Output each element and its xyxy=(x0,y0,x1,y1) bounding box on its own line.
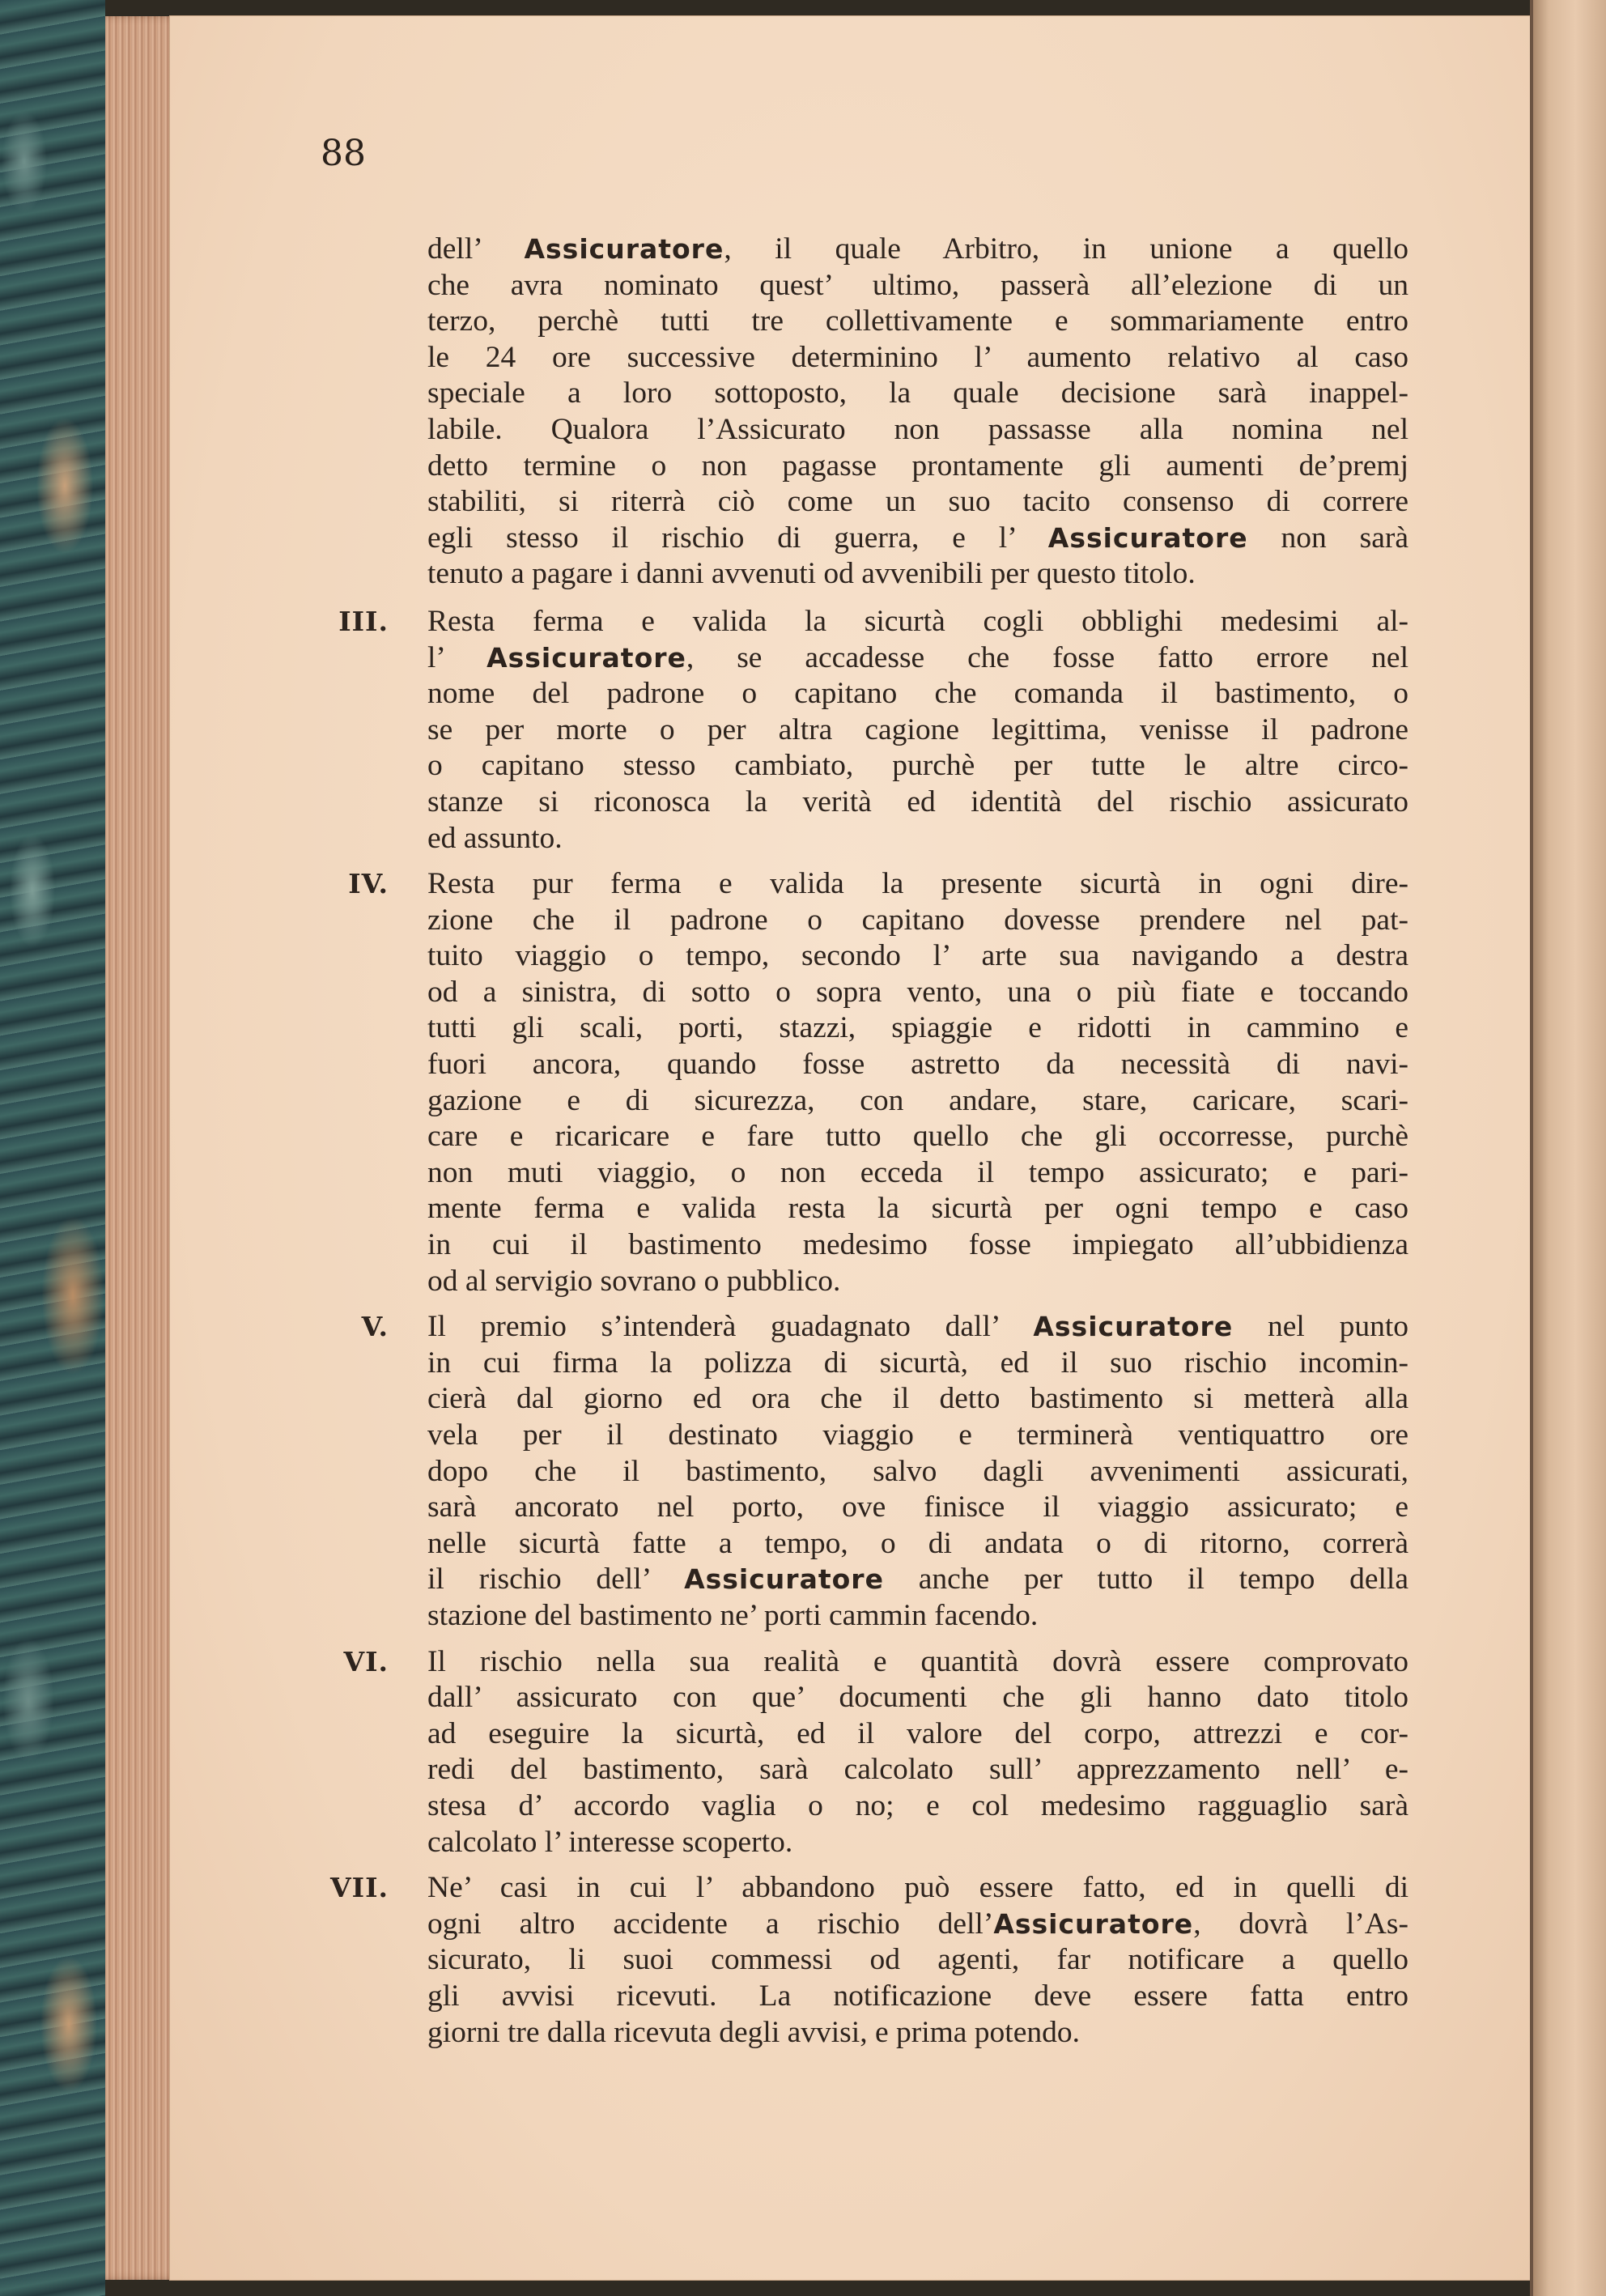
emphasized-term: Assicuratore xyxy=(684,1563,884,1596)
text-segment: fuori ancora, quando fosse astretto da necessità di navi- xyxy=(427,1048,1408,1082)
text-line xyxy=(427,866,1408,903)
text-line xyxy=(427,412,1408,449)
text-segment: stesa d’ accordo vaglia o no; e col medesimo ragguaglio sarà xyxy=(427,1788,1408,1822)
text-segment: stazione del bastimento ne’ porti cammin facendo. xyxy=(427,1598,1039,1632)
emphasized-term: Assicuratore xyxy=(993,1907,1194,1940)
text-line xyxy=(427,449,1408,485)
text-segment: mente ferma e valida resta la sicurtà per ogni tempo e caso xyxy=(427,1192,1408,1226)
article-numeral: VI. xyxy=(343,1645,389,1677)
text-segment: Il premio s’intenderà guadagnato dall’ xyxy=(427,1310,1034,1344)
continued-paragraph xyxy=(308,232,1408,593)
text-segment: le 24 ore successive determinino l’ aumento relativo al caso xyxy=(427,340,1408,374)
article-numeral: IV. xyxy=(348,868,389,900)
text-segment: , se accadesse che fosse fatto errore nel xyxy=(686,640,1408,674)
text-line xyxy=(427,712,1408,749)
text-line xyxy=(427,1788,1408,1825)
text-line xyxy=(427,1119,1408,1155)
text-line xyxy=(427,484,1408,521)
text-segment: nelle sicurtà fatte a tempo, o di andata o di ritorno, correrà xyxy=(427,1526,1408,1560)
text-line xyxy=(427,1010,1408,1047)
text-line xyxy=(427,821,1408,857)
text-segment: tuito viaggio o tempo, secondo l’ arte sua navigando a destra xyxy=(427,939,1408,973)
text-segment: , dovrà l’As- xyxy=(1193,1907,1409,1941)
text-line xyxy=(427,903,1408,939)
text-line xyxy=(427,784,1408,821)
text-segment: Il rischio nella sua realità e quantità dovrà essere comprovato xyxy=(427,1644,1408,1678)
text-line xyxy=(427,340,1408,376)
text-line xyxy=(427,556,1408,593)
text-line xyxy=(427,1346,1408,1382)
text-line xyxy=(427,1752,1408,1788)
text-segment: nome del padrone o capitano che comanda il bastimento, o xyxy=(427,677,1408,711)
text-segment: care e ricaricare e fare tutto quello che gli occorresse, purchè xyxy=(427,1120,1408,1154)
emphasized-term: Assicuratore xyxy=(524,233,724,265)
text-line xyxy=(427,676,1408,712)
text-segment: detto termine o non pagasse prontamente gli aumenti de’premj xyxy=(427,449,1408,483)
text-segment: od a sinistra, di sotto o sopra vento, una o più fiate e toccando xyxy=(427,975,1408,1009)
text-segment: il rischio dell’ xyxy=(427,1563,685,1597)
marbled-binding xyxy=(0,0,105,2296)
text-line xyxy=(427,975,1408,1011)
text-segment: ogni altro accidente a rischio dell’ xyxy=(427,1907,994,1941)
text-line xyxy=(427,304,1408,340)
text-line xyxy=(427,1264,1408,1300)
text-segment: cierà dal giorno ed ora che il detto bastimento si metterà alla xyxy=(427,1382,1408,1416)
text-line xyxy=(427,1191,1408,1227)
text-segment: Resta ferma e valida la sicurtà cogli obblighi medesimi al- xyxy=(427,604,1408,638)
text-segment: sicurato, li suoi commessi od agenti, far notificare a quello xyxy=(427,1943,1408,1977)
text-line xyxy=(427,1047,1408,1083)
text-segment: Resta pur ferma e valida la presente sicurtà in ogni dire- xyxy=(427,867,1408,901)
text-segment: stabiliti, si riterrà ciò come un suo tacito consenso di correre xyxy=(427,485,1408,519)
text-line xyxy=(427,1083,1408,1120)
text-line xyxy=(427,1155,1408,1192)
text-line xyxy=(427,1716,1408,1753)
article-numeral: V. xyxy=(361,1311,389,1343)
text-line xyxy=(427,938,1408,975)
text-line xyxy=(427,604,1408,640)
text-segment: egli stesso il rischio di guerra, e l’ xyxy=(427,521,1048,555)
text-segment: stanze si riconosca la verità ed identità del rischio assicurato xyxy=(427,784,1408,818)
text-segment: che avra nominato quest’ ultimo, passerà all’elezione di un xyxy=(427,268,1408,302)
text-line xyxy=(427,1979,1408,2015)
text-line xyxy=(427,268,1408,304)
text-segment: zione che il padrone o capitano dovesse prendere nel pat- xyxy=(427,903,1408,937)
article-7 xyxy=(308,1870,1408,2051)
emphasized-term: Assicuratore xyxy=(1047,521,1248,554)
text-segment: dall’ assicurato con que’ documenti che gli hanno dato titolo xyxy=(427,1681,1408,1715)
text-segment: calcolato l’ interesse scoperto. xyxy=(427,1825,793,1859)
text-segment: Ne’ casi in cui l’ abbandono può essere fatto, ed in quelli di xyxy=(427,1871,1408,1905)
text-line xyxy=(427,1907,1408,1943)
article-5 xyxy=(308,1309,1408,1634)
text-segment: nel punto xyxy=(1233,1310,1408,1344)
text-line xyxy=(427,521,1408,557)
text-line xyxy=(427,1870,1408,1907)
text-line xyxy=(427,1942,1408,1979)
text-segment: anche per tutto il tempo della xyxy=(883,1563,1408,1597)
text-line xyxy=(427,1526,1408,1563)
text-line xyxy=(427,1644,1408,1681)
text-segment: l’ xyxy=(427,640,487,674)
text-line xyxy=(427,1309,1408,1346)
page-number: 88 xyxy=(321,133,366,174)
text-segment: ad eseguire la sicurtà, ed il valore del corpo, attrezzi e cor- xyxy=(427,1716,1408,1750)
text-segment: ed assunto. xyxy=(427,821,563,855)
text-line xyxy=(427,1454,1408,1490)
text-line xyxy=(427,232,1408,268)
text-line xyxy=(427,1490,1408,1526)
text-segment: redi del bastimento, sarà calcolato sull’ apprezzamento nell’ e- xyxy=(427,1753,1408,1787)
text-line xyxy=(427,1227,1408,1264)
text-line xyxy=(427,1381,1408,1418)
text-segment: od al servigio sovrano o pubblico. xyxy=(427,1264,841,1298)
text-segment: tenuto a pagare i danni avvenuti od avvenibili per questo titolo. xyxy=(427,557,1196,591)
page-text xyxy=(308,232,1408,2051)
article-numeral: III. xyxy=(338,605,389,637)
text-line xyxy=(427,1598,1408,1635)
gutter-line xyxy=(1530,0,1533,2296)
text-segment: o capitano stesso cambiato, purchè per tutte le altre circo- xyxy=(427,749,1408,783)
text-segment: gli avvisi ricevuti. La notificazione deve essere fatta entro xyxy=(427,1979,1408,2013)
emphasized-term: Assicuratore xyxy=(1033,1311,1234,1343)
text-segment: , il quale Arbitro, in unione a quello xyxy=(724,232,1408,266)
text-segment: tutti gli scali, porti, stazzi, spiaggie e ridotti in cammino e xyxy=(427,1011,1408,1045)
text-segment: terzo, perchè tutti tre collettivamente e sommariamente entro xyxy=(427,304,1408,338)
article-6 xyxy=(308,1644,1408,1861)
text-segment: sarà ancorato nel porto, ove finisce il viaggio assicurato; e xyxy=(427,1490,1408,1524)
article-numeral: VII. xyxy=(330,1872,389,1904)
text-segment: in cui il bastimento medesimo fosse impiegato all’ubbidienza xyxy=(427,1228,1408,1262)
article-4 xyxy=(308,866,1408,1299)
text-segment: in cui firma la polizza di sicurtà, ed il suo rischio incomin- xyxy=(427,1346,1408,1380)
text-segment: gazione e di sicurezza, con andare, stare, caricare, scari- xyxy=(427,1083,1408,1117)
text-line xyxy=(427,748,1408,784)
text-line xyxy=(427,640,1408,677)
emphasized-term: Assicuratore xyxy=(486,641,686,674)
text-segment: labile. Qualora l’Assicurato non passasse alla nomina nel xyxy=(427,412,1408,446)
text-segment: dell’ xyxy=(427,232,525,266)
text-segment: giorni tre dalla ricevuta degli avvisi, e prima potendo. xyxy=(427,2015,1080,2049)
text-line xyxy=(427,1825,1408,1861)
text-line xyxy=(427,2015,1408,2052)
text-segment: speciale a loro sottoposto, la quale decisione sarà inappel- xyxy=(427,376,1408,410)
text-line xyxy=(427,1562,1408,1598)
text-line xyxy=(427,1680,1408,1716)
text-segment: vela per il destinato viaggio e terminerà ventiquattro ore xyxy=(427,1418,1408,1452)
text-segment: non muti viaggio, o non ecceda il tempo assicurato; e pari- xyxy=(427,1155,1408,1189)
text-segment: non sarà xyxy=(1247,521,1408,555)
text-line xyxy=(427,1418,1408,1454)
text-segment: dopo che il bastimento, salvo dagli avvenimenti assicurati, xyxy=(427,1454,1408,1488)
text-segment: se per morte o per altra cagione legittima, venisse il padrone xyxy=(427,712,1408,746)
text-line xyxy=(427,376,1408,412)
article-3 xyxy=(308,604,1408,857)
facing-page-edge xyxy=(1530,0,1606,2296)
